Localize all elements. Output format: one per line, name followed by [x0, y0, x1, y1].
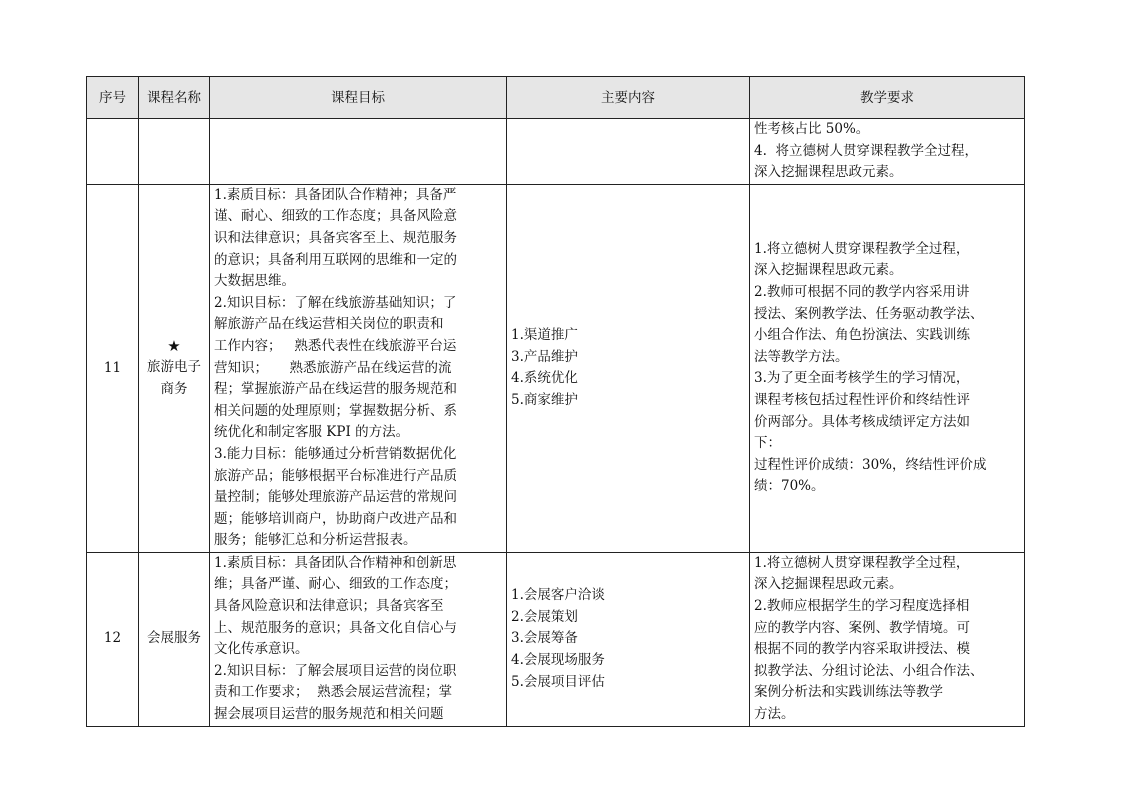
- goal-line: 工作内容； 熟悉代表性在线旅游平台运: [214, 337, 457, 354]
- req-line: 拟教学法、分组讨论法、小组合作法、: [754, 662, 984, 679]
- row-number: 11: [87, 184, 139, 552]
- main-content-cell: [507, 552, 750, 726]
- goal-line: 2.知识目标：了解会展项目运营的岗位职: [214, 662, 457, 679]
- goal-line: 相关问题的处理原则；掌握数据分析、系: [214, 402, 457, 419]
- req-line: 深入挖掘课程思政元素。: [754, 576, 903, 593]
- goal-line: 解旅游产品在线运营相关岗位的职责和: [214, 316, 444, 333]
- req-line: 根据不同的教学内容采取讲授法、模: [754, 641, 970, 658]
- goal-line: 上、规范服务的意识；具备文化自信心与: [214, 619, 457, 636]
- table-row: [87, 552, 1025, 726]
- req-line: 绩：70%。: [754, 478, 825, 495]
- req-line: 法等教学方法。: [754, 348, 849, 365]
- req-line: 2.教师可根据不同的教学内容采用讲: [754, 283, 970, 300]
- req-line: 3.为了更全面考核学生的学习情况，: [754, 370, 970, 387]
- req-line: 授法、案例教学法、任务驱动教学法、: [754, 305, 984, 322]
- course-name: 旅游电子商务: [147, 359, 201, 397]
- req-line: 1.将立德树人贯穿课程教学全过程，: [754, 240, 970, 257]
- teaching-req-cell: [750, 184, 1025, 552]
- content-line: 2.会展策划: [511, 608, 578, 625]
- req-line: 2.教师应根据学生的学习程度选择相: [754, 598, 970, 615]
- header-course-goal: 课程目标: [210, 77, 507, 119]
- star-icon: ★: [167, 337, 181, 356]
- goal-line: 谨、耐心、细致的工作态度；具备风险意: [214, 208, 457, 225]
- content-line: 5.会展项目评估: [511, 673, 605, 690]
- content-line: 4.会展现场服务: [511, 652, 605, 669]
- goal-line: 服务；能够汇总和分析运营报表。: [214, 532, 417, 549]
- main-content-cell: [507, 119, 750, 185]
- content-line: 4.系统优化: [511, 370, 578, 387]
- main-content-cell: [507, 184, 750, 552]
- goal-line: 3.能力目标：能够通过分析营销数据优化: [214, 445, 457, 462]
- course-goal-cell: [210, 552, 507, 726]
- goal-line: 营知识； 熟悉旅游产品在线运营的流: [214, 359, 452, 376]
- header-course-name: 课程名称: [139, 77, 210, 119]
- goal-line: 旅游产品；能够根据平台标准进行产品质: [214, 467, 457, 484]
- table-row: [87, 184, 1025, 552]
- goal-line: 具备风险意识和法律意识；具备宾客至: [214, 598, 444, 615]
- req-line: 深入挖掘课程思政元素。: [754, 262, 903, 279]
- header-main-content: 主要内容: [507, 77, 750, 119]
- content-line: 1.会展客户洽谈: [511, 587, 605, 604]
- req-line: 方法。: [754, 706, 795, 723]
- course-goal-cell: [210, 184, 507, 552]
- course-name: [139, 119, 210, 185]
- header-teaching-req: 教学要求: [750, 77, 1025, 119]
- req-line: 价两部分。具体考核成绩评定方法如: [754, 413, 970, 430]
- goal-line: 文化传承意识。: [214, 641, 309, 658]
- req-line: 案例分析法和实践训练法等教学: [754, 684, 943, 701]
- req-line: 小组合作法、角色扮演法、实践训练: [754, 327, 970, 344]
- table-row: [87, 119, 1025, 185]
- req-line: 课程考核包括过程性评价和终结性评: [754, 391, 970, 408]
- course-name-cell: [139, 184, 210, 552]
- goal-line: 2.知识目标：了解在线旅游基础知识；了: [214, 294, 457, 311]
- goal-line: 题；能够培训商户，协助商户改进产品和: [214, 510, 457, 527]
- teaching-req-cell: [750, 552, 1025, 726]
- goal-line: 1.素质目标：具备团队合作精神和创新思: [214, 554, 457, 571]
- goal-line: 的意识；具备利用互联网的思维和一定的: [214, 251, 457, 268]
- req-line: 性考核占比 50%。: [754, 121, 870, 137]
- content-line: 5.商家维护: [511, 391, 578, 408]
- req-line: 4. 将立德树人贯穿课程教学全过程，: [754, 142, 978, 159]
- req-line: 深入挖掘课程思政元素。: [754, 164, 903, 181]
- content-line: 1.渠道推广: [511, 327, 578, 344]
- header-no: 序号: [87, 77, 139, 119]
- req-line: 1.将立德树人贯穿课程教学全过程，: [754, 554, 970, 571]
- goal-line: 大数据思维。: [214, 273, 295, 290]
- goal-line: 1.素质目标：具备团队合作精神；具备严: [214, 186, 457, 203]
- curriculum-table: [86, 76, 1025, 727]
- goal-line: 识和法律意识；具备宾客至上、规范服务: [214, 229, 457, 246]
- goal-line: 责和工作要求； 熟悉会展运营流程；掌: [214, 684, 453, 701]
- content-line: 3.会展筹备: [511, 630, 578, 647]
- row-number: [87, 119, 139, 185]
- table-header-row: [87, 77, 1025, 119]
- teaching-req-cell: [750, 119, 1025, 185]
- goal-line: 程；掌握旅游产品在线运营的服务规范和: [214, 381, 457, 398]
- req-line: 下：: [754, 435, 781, 452]
- goal-line: 握会展项目运营的服务规范和相关问题: [214, 706, 444, 723]
- req-line: 应的教学内容、案例、教学情境。可: [754, 619, 970, 636]
- course-name: 会展服务: [139, 552, 210, 726]
- content-line: 3.产品维护: [511, 348, 578, 365]
- course-goal-cell: [210, 119, 507, 185]
- req-line: 过程性评价成绩：30%，终结性评价成: [754, 456, 987, 473]
- goal-line: 维；具备严谨、耐心、细致的工作态度；: [214, 576, 457, 593]
- goal-line: 量控制；能够处理旅游产品运营的常规问: [214, 489, 457, 506]
- goal-line: 统优化和制定客服 KPI 的方法。: [214, 424, 410, 441]
- row-number: 12: [87, 552, 139, 726]
